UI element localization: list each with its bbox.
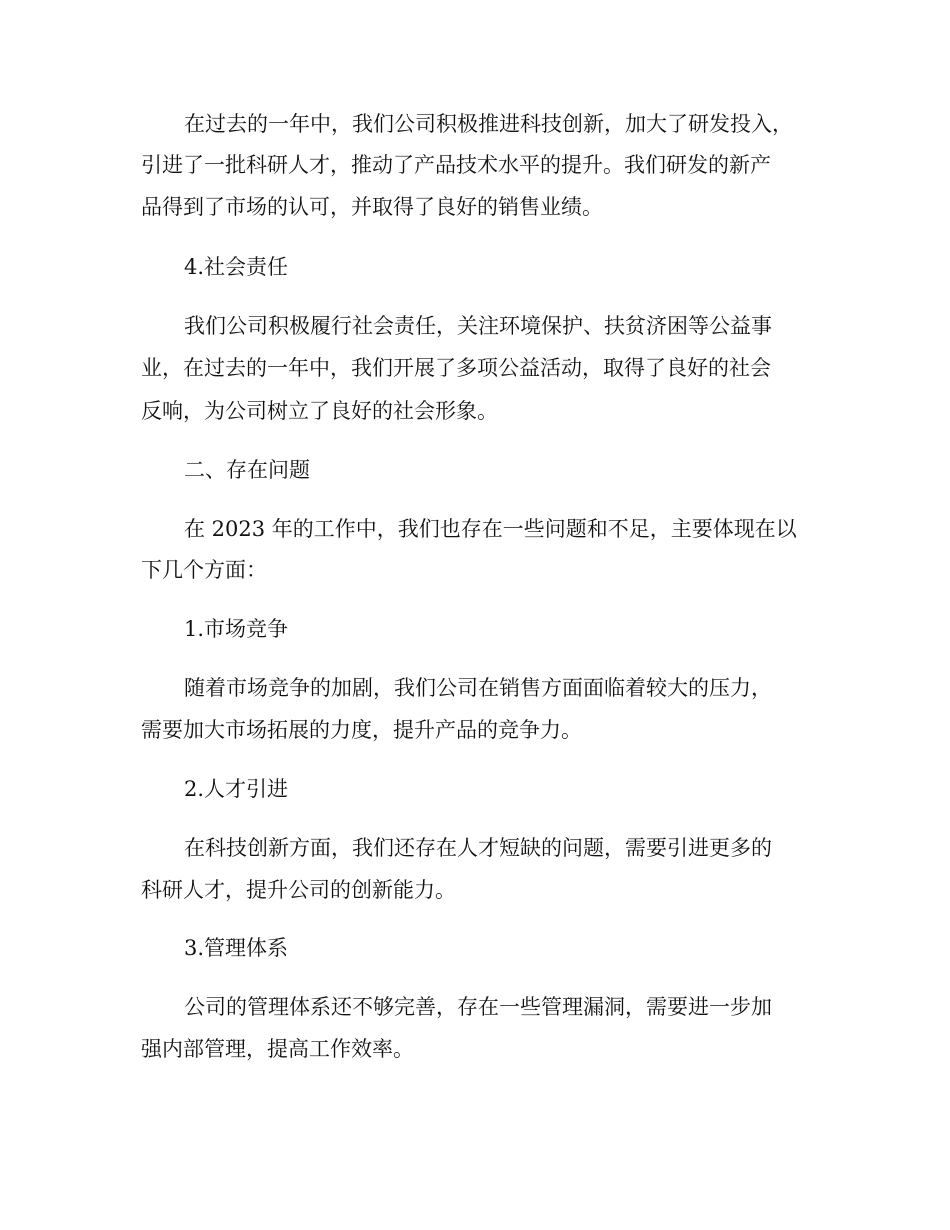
section-heading-problems: 二、存在问题 [184, 458, 310, 482]
paragraph-line: 科研人才，提升公司的创新能力。 [141, 878, 456, 902]
paragraph-line: 随着市场竞争的加剧，我们公司在销售方面面临着较大的压力， [184, 676, 772, 700]
paragraph-line: 引进了一批科研人才，推动了产品技术水平的提升。我们研发的新产 [141, 153, 771, 177]
section-heading-market: 1.市场竞争 [184, 617, 289, 641]
paragraph-line: 业，在过去的一年中，我们开展了多项公益活动，取得了良好的社会 [141, 356, 771, 380]
paragraph-line: 在过去的一年中，我们公司积极推进科技创新，加大了研发投入， [184, 112, 793, 136]
paragraph-line: 强内部管理，提高工作效率。 [141, 1037, 414, 1061]
paragraph-line: 在科技创新方面，我们还存在人才短缺的问题，需要引进更多的 [184, 836, 772, 860]
section-heading-management: 3.管理体系 [184, 936, 289, 960]
paragraph-line: 需要加大市场拓展的力度，提升产品的竞争力。 [141, 718, 582, 742]
paragraph-line: 下几个方面： [141, 558, 267, 582]
paragraph-line: 公司的管理体系还不够完善，存在一些管理漏洞，需要进一步加 [184, 995, 772, 1019]
paragraph-line: 反响，为公司树立了良好的社会形象。 [141, 399, 498, 423]
paragraph-line: 我们公司积极履行社会责任，关注环境保护、扶贫济困等公益事 [184, 314, 772, 338]
paragraph-line: 品得到了市场的认可，并取得了良好的销售业绩。 [141, 195, 603, 219]
paragraph-line: 在 2023 年的工作中，我们也存在一些问题和不足，主要体现在以 [184, 517, 797, 541]
section-heading-talent: 2.人才引进 [184, 777, 289, 801]
section-heading-social-responsibility: 4.社会责任 [184, 255, 289, 279]
